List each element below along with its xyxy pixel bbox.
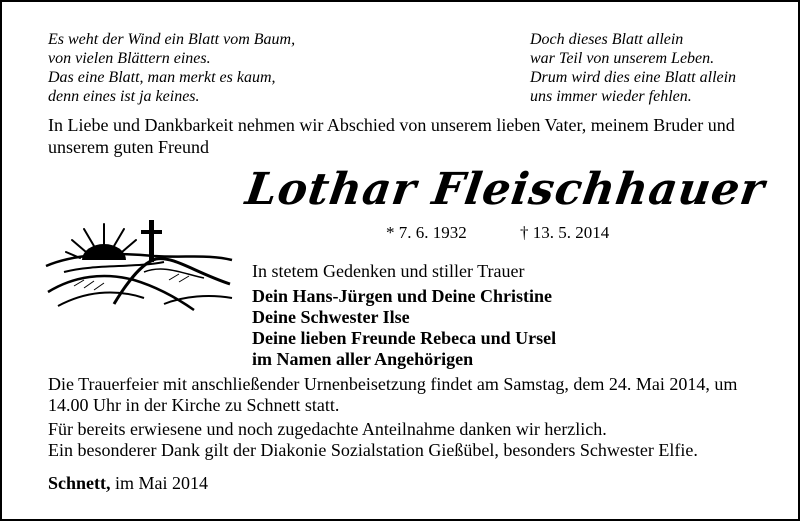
poem-line: denn eines ist ja keines.	[48, 88, 200, 105]
poem-line: Das eine Blatt, man merkt es kaum,	[48, 69, 276, 86]
intro-text: In Liebe und Dankbarkeit nehmen wir Abschied von unserem lieben Vater, meinem Bruder und unserem guten Freund	[48, 115, 735, 157]
poem-line: Drum wird dies eine Blatt allein	[530, 69, 737, 86]
death-date: † 13. 5. 2014	[520, 223, 610, 242]
place-name: Schnett,	[48, 473, 111, 493]
mourning-line: In stetem Gedenken und stiller Trauer	[252, 261, 525, 281]
thanks-line: Für bereits erwiesene und noch zugedachte Anteilnahme danken wir herzlich.	[48, 419, 607, 439]
mourner: Dein Hans-Jürgen und Deine Christine	[252, 286, 553, 306]
service-info: Die Trauerfeier mit anschließender Urnenbeisetzung findet am Samstag, dem 24. Mai 2014, um 14.00 Uhr in der Kirche zu Schnett statt.	[48, 374, 738, 415]
poem-left	[48, 30, 295, 106]
poem-line: uns immer wieder fehlen.	[530, 88, 692, 105]
birth-date: * 7. 6. 1932	[386, 223, 467, 242]
mourner: Deine Schwester Ilse	[252, 307, 410, 327]
thanks-line: Ein besonderer Dank gilt der Diakonie Sozialstation Gießübel, besonders Schwester Elfie.	[48, 440, 698, 460]
hills-sunrise-cross-icon	[44, 214, 234, 314]
place-date-text: im Mai 2014	[115, 473, 208, 493]
place-date	[48, 472, 208, 494]
deceased-name: Lothar Fleischhauer	[242, 164, 769, 215]
poem-line: Es weht der Wind ein Blatt vom Baum,	[48, 31, 296, 48]
poem-line: von vielen Blättern eines.	[48, 50, 211, 67]
thanks-text	[48, 419, 778, 461]
poem-line: war Teil von unserem Leben.	[530, 50, 715, 67]
mourner: Deine lieben Freunde Rebeca und Ursel	[252, 328, 557, 348]
mourner: im Namen aller Angehörigen	[252, 349, 474, 369]
mourners-list	[252, 286, 556, 370]
poem-right	[530, 30, 736, 106]
poem-line: Doch dieses Blatt allein	[530, 31, 684, 48]
